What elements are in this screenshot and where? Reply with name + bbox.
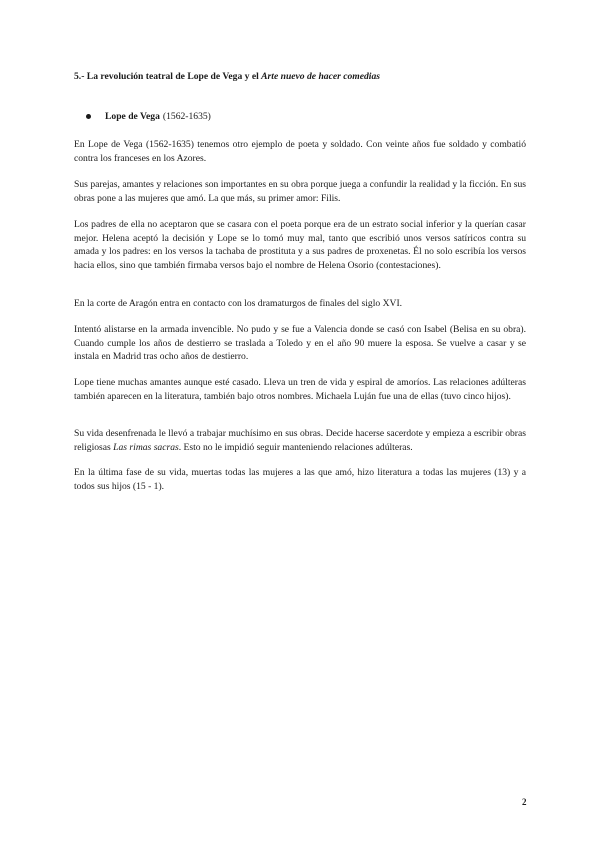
paragraph-5: Intentó alistarse en la armada invencible. No pudo y se fue a Valencia donde se casó con Isabel (Belisa en su obra). Cuando cumple los años de destierro se traslada a Toledo y en el año 90 muere la esposa. Se vuelve a casar y se instala en Madrid tras ocho años de destierro. — [74, 324, 526, 363]
paragraph-3: Los padres de ella no aceptaron que se casara con el poeta porque era de un estrato social inferior y la querían casar mejor. Helena aceptó la decisión y Lope se lo tomó muy mal, tanto que escribió unos versos satíricos contra su amada y los padres: en los versos la tachaba de prostituta y a sus padres de proxenetas. Él no solo escribía los versos hacia ellos, sino que también firmaba versos bajo el nombre de Helena Osorio (contestaciones). — [74, 219, 526, 271]
bullet-name: Lope de Vega — [105, 111, 160, 122]
paragraph-1: En Lope de Vega (1562-1635) tenemos otro ejemplo de poeta y soldado. Con veinte años fue soldado y combatió contra los franceses en los Azores. — [74, 139, 526, 164]
bullet-dates: (1562-1635) — [162, 111, 211, 122]
paragraph-7-text-end: . Esto no le impidió seguir manteniendo relaciones adúlteras. — [178, 441, 413, 453]
paragraph-7-italic-title: Las rimas sacras — [113, 441, 179, 453]
paragraph-8: En la última fase de su vida, muertas todas las mujeres a las que amó, hizo literatura a todas las mujeres (13) y a todos sus hijos (15 - 1). — [74, 467, 526, 492]
paragraph-7 — [74, 427, 526, 454]
heading-italic-title: Arte nuevo de hacer comedias — [261, 71, 380, 82]
paragraph-6: Lope tiene muchas amantes aunque esté casado. Lleva un tren de vida y espiral de amoríos. Las relaciones adúlteras también aparecen en la literatura, también bajo otros nombres. Michaela Luján fue una de ellas (tuvo cinco hijos). — [74, 377, 526, 402]
bullet-item — [86, 110, 506, 123]
bullet-dot-icon — [86, 114, 91, 119]
page-number: 2 — [522, 797, 527, 807]
paragraph-4: En la corte de Aragón entra en contacto con los dramaturgos de finales del siglo XVI. — [74, 298, 403, 309]
paragraph-7-text-start: Su vida desenfrenada le llevó a trabajar muchísimo en sus obras. Decide hacerse sacerdote y empieza a escribir obras religiosas — [74, 428, 526, 453]
heading-text: 5.- La revolución teatral de Lope de Vega y el — [74, 71, 262, 82]
section-heading — [74, 70, 534, 83]
paragraph-2: Sus parejas, amantes y relaciones son importantes en su obra porque juega a confundir la realidad y la ficción. En sus obras pone a las mujeres que amó. La que más, su primer amor: Filis. — [74, 179, 526, 204]
